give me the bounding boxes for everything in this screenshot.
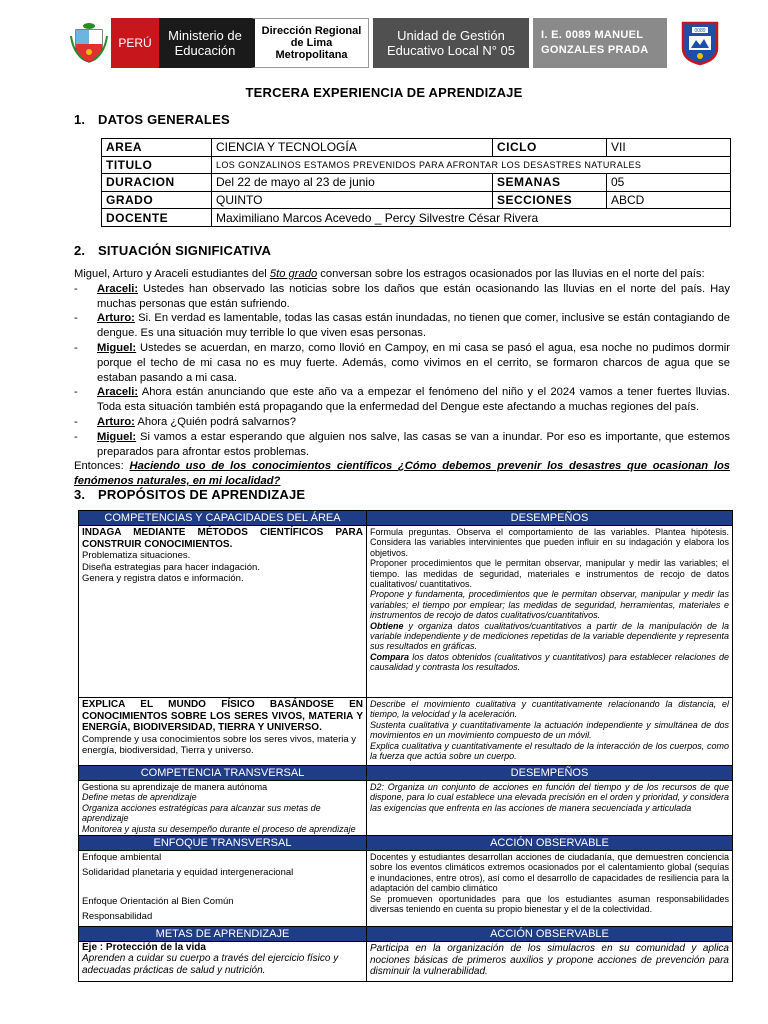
desempeno-text: los datos obtenidos (cualitativos y cuantitativos) para establecer relaciones de causalidad y contrasta los resultados.: [370, 651, 729, 673]
speaker-name: Miguel:: [97, 341, 137, 354]
speaker-name: Arturo:: [97, 415, 135, 428]
situacion-question: [74, 459, 730, 489]
gestiona-item: Monitorea y ajusta su desempeño durante el proceso de aprendizaje: [82, 823, 356, 834]
school-name-label: I. E. 0089 MANUEL GONZALES PRADA: [533, 18, 667, 68]
table-header-row: [79, 511, 733, 526]
ciclo-value: VII: [607, 139, 731, 157]
bullet-dash: -: [74, 282, 78, 295]
capacidad-item: Diseña estrategias para hacer indagación.: [82, 561, 260, 573]
page-title: TERCERA EXPERIENCIA DE APRENDIZAJE: [245, 85, 523, 100]
header-metas: METAS DE APRENDIZAJE: [79, 927, 367, 942]
eje-cell: [79, 942, 367, 982]
guiding-question: Haciendo uso de los conocimientos científicos ¿Cómo debemos prevenir los desastres que ocasionan los fenómenos naturales, en mi localidad?: [74, 460, 731, 488]
duracion-value: Del 22 de mayo al 23 de junio: [212, 174, 493, 192]
gestiona-item: Define metas de aprendizaje: [82, 792, 197, 803]
section-title: DATOS GENERALES: [98, 112, 230, 127]
accion-item: Se promueven oportunidades para que los estudiantes asuman responsabilidades diversas teniendo en cuenta su propio bienestar y el de la colectividad.: [370, 893, 729, 915]
bullet-dash: -: [74, 415, 78, 428]
header-accion-observable: ACCIÓN OBSERVABLE: [367, 836, 733, 851]
capacidad-item: Comprende y usa conocimientos sobre los seres vivos, materia y energía, biodiversidad, Tierra y universo.: [82, 733, 357, 756]
table-header-row: [79, 836, 733, 851]
propositos-table: [78, 510, 733, 982]
desempenos-indaga: [367, 526, 733, 698]
speaker-text: Ustedes se acuerdan, en marzo, como llovió en Campoy, en mi casa se pasó el agua, esa noche no pudimos dormir porque el techo de mi casa no es muy fuerte. Además, como vivimos en el cerrito, se formaron charcos de agua que se estaban pasando a mi casa.: [97, 341, 730, 384]
titulo-label: TITULO: [102, 156, 212, 174]
dialogue-line: [74, 385, 730, 415]
acciones-observables: [367, 851, 733, 927]
speaker-text: Si vamos a estar esperando que alguien nos salve, las casas se van a inundar. Por eso es importante, que estemos preparados para afrontar estos problemas.: [97, 430, 730, 458]
table-row: [102, 191, 731, 209]
enfoque-value: Responsabilidad: [82, 910, 153, 922]
eje-text: Aprenden a cuidar su cuerpo a través del ejercicio físico y adecuadas prácticas de salud y nutrición.: [82, 953, 339, 976]
speaker-text: Si. En verdad es lamentable, todas las casas están inundadas, no tienen que comer, inclusive se están contagiando de dengue. Es una situación muy terrible lo que viven esas personas.: [97, 312, 730, 340]
verb-compara: Compara: [370, 651, 410, 662]
section-title: SITUACIÓN SIGNIFICATIVA: [98, 243, 272, 258]
intro-text-end: conversan sobre los estragos ocasionados por las lluvias en el norte del país:: [317, 268, 705, 280]
desempeno-item: Proponer procedimientos que le permitan observar, manipular y medir las variables; el tiempo. las medidas de seguridad, materiales e instrumentos de recojo de datos cualitativos/ cuantitativos.: [370, 558, 729, 590]
section-number: 3.: [74, 487, 86, 502]
table-row: [79, 851, 733, 927]
secciones-value: ABCD: [607, 191, 731, 209]
ministry-label: Ministerio de Educación: [159, 18, 251, 68]
table-header-row: [79, 766, 733, 781]
header-accion-observable-2: ACCIÓN OBSERVABLE: [367, 927, 733, 942]
capacidad-item: Genera y registra datos e información.: [82, 573, 244, 584]
competencia-title: EXPLICA EL MUNDO FÍSICO BASÁNDOSE EN CONOCIMIENTOS SOBRE LOS SERES VIVOS, MATERIA Y ENERGÍA, BIODIVERSIDAD, TIERRA Y UNIVERSO.: [82, 699, 363, 733]
header-competencias: COMPETENCIAS Y CAPACIDADES DEL ÁREA: [79, 511, 367, 526]
desempenos-explica: [367, 698, 733, 766]
speaker-name: Araceli:: [97, 386, 139, 399]
semanas-value: 05: [607, 174, 731, 192]
table-header-row: [79, 927, 733, 942]
secciones-label: SECCIONES: [493, 191, 607, 209]
table-row: [79, 526, 733, 698]
desempeno-item: Explica cualitativa y cuantitativamente el resultado de la interacción de los cuerpos, como la fuerza que actúa sobre un cuerpo.: [370, 740, 729, 762]
school-logo-icon: [671, 18, 729, 68]
enfoque-value: Solidaridad planetaria y equidad intergeneracional: [82, 866, 294, 878]
ugel-label: Unidad de Gestión Educativo Local N° 05: [373, 18, 529, 68]
accion-item: Docentes y estudiantes desarrollan acciones de ciudadanía, que demuestren conciencia sobre los eventos climáticos extremos ocasionados por el calentamiento global (sequías e inundaciones, entre otros), así como el desarrollo de capacidades de resiliencia para la adaptación del cambio climático: [370, 852, 729, 894]
section-heading-datos-generales: [74, 112, 230, 127]
desempeno-item: Formula preguntas. Observa el comportamiento de las variables. Plantea hipótesis. Considera las variables intervinientes que pueden influir en su indagación y elabora los objetivos.: [370, 527, 729, 558]
header-desempenos: DESEMPEÑOS: [367, 511, 733, 526]
area-label: AREA: [102, 139, 212, 157]
table-row: [79, 698, 733, 766]
gestiona-desempeno: D2: Organiza un conjunto de acciones en función del tiempo y de los recursos de que dispone, para lo cual establece una elevada precisión en el orden y prioridad, y considera las exigencias que enfrenta en las acciones de manera secuenciada y articulada: [367, 781, 733, 836]
eje-accion: Participa en la organización de los simulacros en su comunidad y aplica nociones básicas de primeros auxilios y propone acciones de prevención para disminuir la vulnerabilidad.: [367, 942, 733, 982]
header-desempenos-transversal: DESEMPEÑOS: [367, 766, 733, 781]
situacion-intro: [74, 267, 730, 282]
peru-coat-of-arms-icon: [66, 18, 111, 68]
peru-label: PERÚ: [111, 18, 159, 68]
dialogue-list: [74, 282, 730, 460]
section-heading-propositos: [74, 487, 305, 502]
speaker-name: Araceli:: [97, 282, 139, 295]
table-row: [102, 156, 731, 174]
intro-text: Miguel, Arturo y Araceli estudiantes del: [74, 268, 270, 280]
table-row: [102, 174, 731, 192]
bullet-dash: -: [74, 386, 78, 399]
entonces-label: Entonces:: [74, 460, 130, 473]
table-row: [102, 139, 731, 157]
duracion-label: DURACION: [102, 174, 212, 192]
header-banner: [66, 18, 736, 68]
semanas-label: SEMANAS: [493, 174, 607, 192]
datos-generales-table: [101, 138, 731, 227]
docente-value: Maximiliano Marcos Acevedo _ Percy Silvestre César Rivera: [212, 209, 731, 227]
competencia-indaga: [79, 526, 367, 698]
header-competencia-transversal: COMPETENCIA TRANSVERSAL: [79, 766, 367, 781]
enfoque-item: Enfoque ambiental: [82, 852, 162, 864]
svg-text:0089: 0089: [694, 28, 706, 34]
desempeno-text: y organiza datos cualitativos/cuantitativos a partir de la manipulación de la variable independiente y de mediciones repetidas de la variable dependiente y representa sus resultados en gráficas.: [370, 620, 729, 652]
desempeno-item: Sustenta cualitativa y cuantitativamente la actuación independiente y simultánea de dos movimientos en un movimiento compuesto de un móvil.: [370, 719, 729, 741]
section-number: 1.: [74, 112, 86, 127]
competencia-explica: [79, 698, 367, 766]
dialogue-line: [74, 430, 730, 460]
speaker-text: Ahora ¿Quién podrá salvarnos?: [134, 415, 296, 428]
dialogue-line: [74, 311, 730, 341]
eje-title: Eje : Protección de la vida: [82, 942, 206, 954]
grado-value: QUINTO: [212, 191, 493, 209]
regional-direction-label: Dirección Regional de Lima Metropolitana: [251, 18, 369, 68]
section-heading-situacion: [74, 243, 271, 258]
situacion-significativa: [74, 267, 730, 489]
desempeno-item: [370, 621, 729, 652]
desempeno-item: [370, 652, 729, 673]
table-row: [79, 942, 733, 982]
table-row: [79, 781, 733, 836]
speaker-text: Ustedes han observado las noticias sobre los daños que están ocasionando las lluvias en el norte del país. Hay muchas personas que están sufriendo.: [97, 282, 730, 310]
dialogue-line: [74, 415, 730, 430]
competencia-title: INDAGA MEDIANTE MÉTODOS CIENTÍFICOS PARA CONSTRUIR CONOCIMIENTOS.: [82, 527, 363, 550]
dialogue-line: [74, 341, 730, 385]
section-number: 2.: [74, 243, 86, 258]
table-row: [102, 209, 731, 227]
grado-label: GRADO: [102, 191, 212, 209]
speaker-name: Miguel:: [97, 430, 137, 443]
dialogue-line: [74, 282, 730, 312]
bullet-dash: -: [74, 312, 78, 325]
gestiona-item: Organiza acciones estratégicas para alcanzar sus metas de aprendizaje: [82, 802, 321, 824]
bullet-dash: -: [74, 430, 78, 443]
intro-grade: 5to grado: [269, 268, 318, 280]
gestiona-aprendizaje: [79, 781, 367, 836]
speaker-text: Ahora están anunciando que este año va a empezar el fenómeno del niño y el 2024 vamos a tener fuertes lluvias. Toda esta situación también está propagando que la enfermedad del Dengue este afectando a muchas regiones del país.: [97, 386, 730, 414]
speaker-name: Arturo:: [97, 312, 135, 325]
docente-label: DOCENTE: [102, 209, 212, 227]
enfoques-cell: [79, 851, 367, 927]
capacidad-item: Problematiza situaciones.: [82, 550, 191, 561]
header-enfoque-transversal: ENFOQUE TRANSVERSAL: [79, 836, 367, 851]
titulo-value: LOS GONZALINOS ESTAMOS PREVENIDOS PARA AFRONTAR LOS DESASTRES NATURALES: [212, 156, 731, 174]
gestiona-title: Gestiona su aprendizaje de manera autónoma: [82, 782, 268, 792]
verb-obtiene: Obtiene: [370, 620, 404, 631]
section-title: PROPÓSITOS DE APRENDIZAJE: [98, 487, 306, 502]
desempeno-item: Propone y fundamenta, procedimientos que le permitan observar, manipular y medir las variables; el tiempo por emplear; las medidas de seguridad, herramientas, materiales e instrumentos de recojo de datos cualitativos/cuantitativos.: [370, 589, 729, 621]
enfoque-item: Enfoque Orientación al Bien Común: [82, 896, 234, 908]
ciclo-label: CICLO: [493, 139, 607, 157]
desempeno-item: Describe el movimiento cualitativa y cuantitativamente relacionando la distancia, el tiempo, la velocidad y la aceleración.: [370, 699, 729, 720]
area-value: CIENCIA Y TECNOLOGÍA: [212, 139, 493, 157]
bullet-dash: -: [74, 341, 78, 354]
